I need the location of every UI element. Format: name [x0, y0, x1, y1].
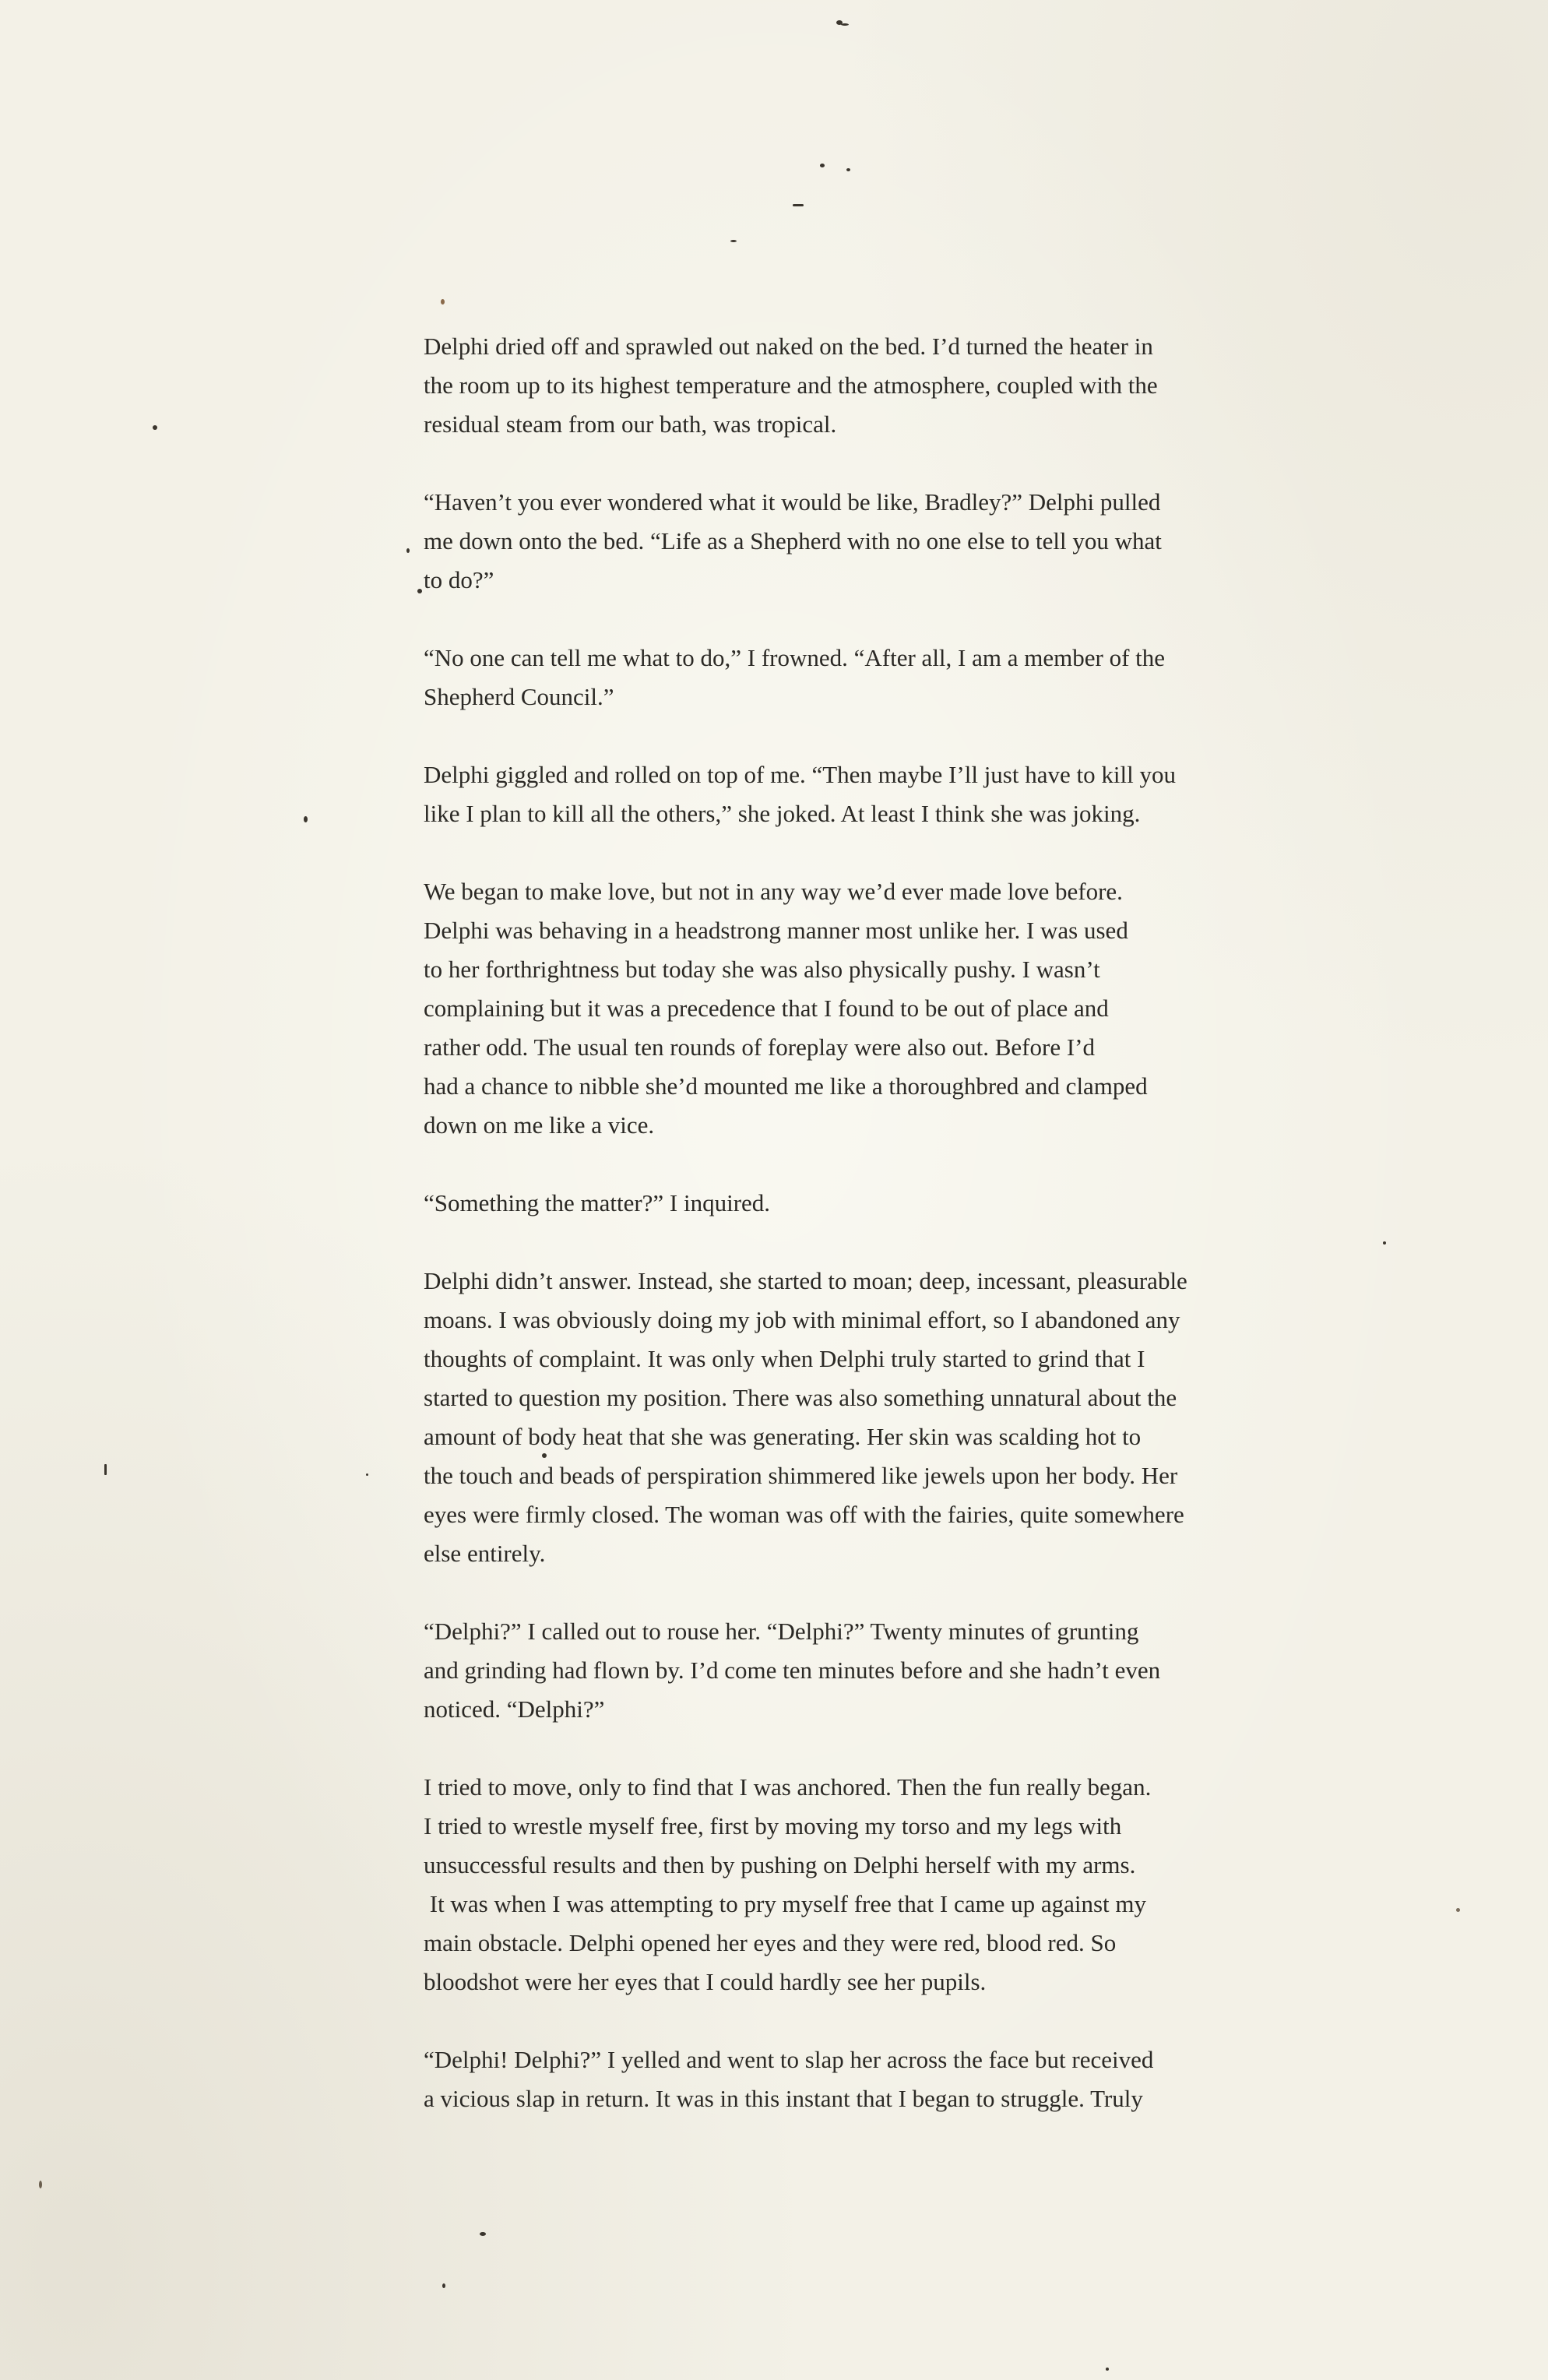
text-line: and grinding had flown by. I’d come ten minutes before and she hadn’t even — [424, 1656, 1161, 1684]
text-line: eyes were firmly closed. The woman was off with the fairies, quite somewhere — [424, 1501, 1184, 1528]
text-line: to do?” — [424, 566, 494, 593]
text-line: “No one can tell me what to do,” I frowned. “After all, I am a member of the — [424, 644, 1166, 671]
text-line: “Haven’t you ever wondered what it would be like, Bradley?” Delphi pulled — [424, 488, 1161, 516]
text-line: I tried to move, only to find that I was anchored. Then the fun really began. — [424, 1773, 1152, 1801]
paper-speck — [841, 23, 849, 26]
text-line: else entirely. — [424, 1540, 546, 1567]
text-line: started to question my position. There was also something unnatural about the — [424, 1384, 1177, 1411]
paragraph — [424, 2040, 1280, 2118]
text-line: rather odd. The usual ten rounds of foreplay were also out. Before I’d — [424, 1033, 1095, 1061]
paper-speck — [442, 2283, 445, 2288]
paper-speck — [39, 2181, 42, 2188]
paragraph — [424, 327, 1280, 444]
paper-speck — [846, 168, 850, 171]
paper-speck — [730, 240, 737, 242]
paper-speck — [153, 425, 157, 430]
paragraph — [424, 872, 1280, 1145]
text-line: had a chance to nibble she’d mounted me like a thoroughbred and clamped — [424, 1072, 1148, 1100]
paper-speck — [1456, 1908, 1460, 1912]
text-line: like I plan to kill all the others,” she joked. At least I think she was joking. — [424, 800, 1141, 827]
text-line: the touch and beads of perspiration shimmered like jewels upon her body. Her — [424, 1462, 1178, 1489]
text-line: thoughts of complaint. It was only when Delphi truly started to grind that I — [424, 1345, 1145, 1372]
paper-speck — [304, 816, 308, 822]
paragraph — [424, 483, 1280, 600]
text-line: moans. I was obviously doing my job with minimal effort, so I abandoned any — [424, 1306, 1180, 1333]
paragraph — [424, 639, 1280, 716]
text-line: We began to make love, but not in any way we’d ever made love before. — [424, 878, 1123, 905]
paper-speck — [441, 299, 445, 305]
paragraph — [424, 1184, 1280, 1223]
text-line: residual steam from our bath, was tropical. — [424, 410, 837, 438]
text-line: a vicious slap in return. It was in this instant that I began to struggle. Truly — [424, 2085, 1143, 2112]
paragraph — [424, 1768, 1280, 2002]
paper-speck — [1383, 1241, 1386, 1245]
paper-speck — [793, 204, 804, 206]
text-line: amount of body heat that she was generating. Her skin was scalding hot to — [424, 1423, 1142, 1450]
text-line: “Delphi! Delphi?” I yelled and went to slap her across the face but received — [424, 2046, 1154, 2073]
text-line: bloodshot were her eyes that I could hardly see her pupils. — [424, 1968, 987, 1995]
paragraph — [424, 1612, 1280, 1729]
text-line: Delphi dried off and sprawled out naked on the bed. I’d turned the heater in — [424, 333, 1153, 360]
text-line: noticed. “Delphi?” — [424, 1695, 605, 1723]
paragraph — [424, 755, 1280, 833]
text-line: down on me like a vice. — [424, 1111, 655, 1139]
paper-speck — [480, 2232, 486, 2236]
paragraph — [424, 1262, 1280, 1573]
paper-speck — [406, 548, 410, 553]
text-line: Shepherd Council.” — [424, 683, 614, 710]
text-line: me down onto the bed. “Life as a Shepherd with no one else to tell you what — [424, 527, 1162, 555]
text-line: to her forthrightness but today she was also physically pushy. I wasn’t — [424, 956, 1100, 983]
text-line: “Something the matter?” I inquired. — [424, 1189, 771, 1216]
text-line: main obstacle. Delphi opened her eyes and they were red, blood red. So — [424, 1929, 1117, 1956]
text-line: complaining but it was a precedence that I found to be out of place and — [424, 995, 1109, 1022]
text-line: Delphi didn’t answer. Instead, she started to moan; deep, incessant, pleasurable — [424, 1267, 1187, 1294]
paper-speck — [1106, 2368, 1109, 2371]
text-line: Delphi giggled and rolled on top of me. “Then maybe I’ll just have to kill you — [424, 761, 1176, 788]
paper-speck — [366, 1473, 368, 1476]
text-line: It was when I was attempting to pry myself free that I came up against my — [424, 1890, 1147, 1917]
text-line: “Delphi?” I called out to rouse her. “Delphi?” Twenty minutes of grunting — [424, 1618, 1139, 1645]
story-text — [424, 327, 1280, 2157]
paper-speck — [417, 589, 422, 593]
text-line: the room up to its highest temperature and the atmosphere, coupled with the — [424, 371, 1158, 399]
text-line: unsuccessful results and then by pushing on Delphi herself with my arms. — [424, 1851, 1136, 1878]
paper-speck — [104, 1464, 107, 1475]
text-line: I tried to wrestle myself free, first by moving my torso and my legs with — [424, 1812, 1122, 1840]
text-line: Delphi was behaving in a headstrong manner most unlike her. I was used — [424, 917, 1128, 944]
paper-speck — [820, 164, 825, 167]
